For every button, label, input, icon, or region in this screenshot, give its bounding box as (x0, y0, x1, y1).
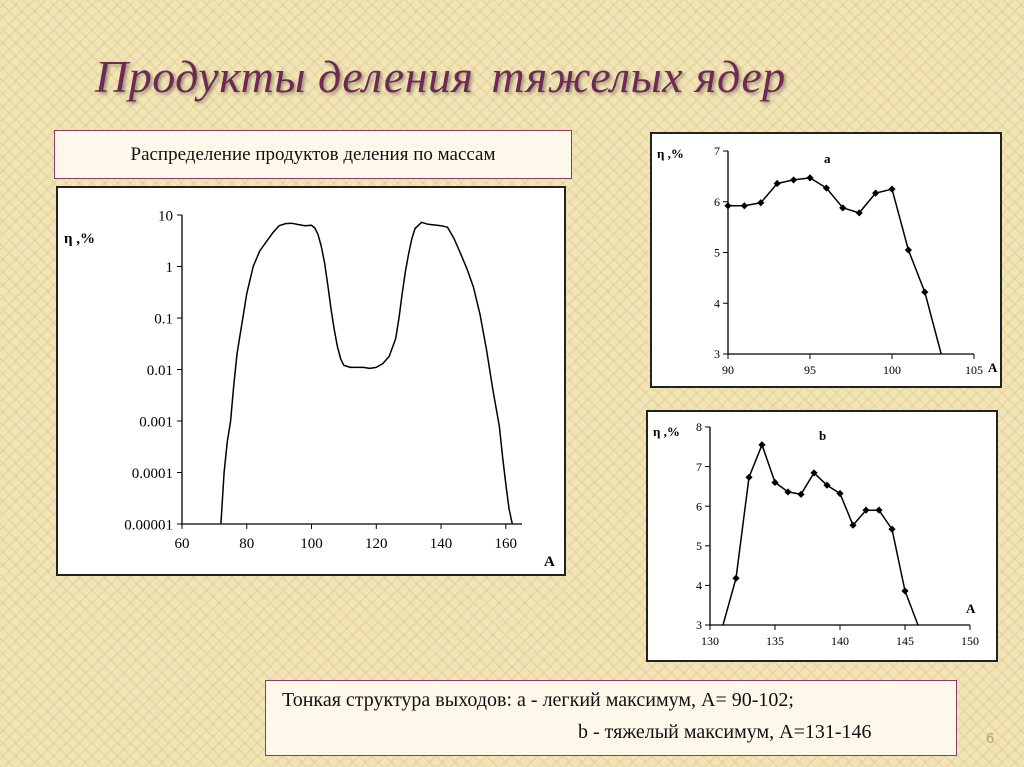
light-peak-svg (652, 134, 1000, 386)
subtitle-text: Распределение продуктов деления по массам (130, 143, 496, 165)
x-axis-label: A (544, 554, 555, 570)
data-point-marker (790, 176, 797, 183)
data-point-marker (724, 202, 731, 209)
x-tick-label: 145 (896, 634, 914, 648)
y-tick-label: 8 (696, 420, 702, 435)
x-tick-label: 60 (174, 536, 190, 552)
x-tick-label: 95 (804, 363, 816, 377)
y-axis-label: η ,% (653, 424, 680, 439)
y-tick-label: 6 (696, 499, 702, 514)
subtitle-box (54, 130, 572, 179)
y-tick-label: 0.1 (154, 311, 173, 328)
note-line-heavy: b - тяжелый максимум, А=131-146 (578, 721, 872, 743)
y-tick-label: 10 (158, 208, 173, 225)
series-line (723, 445, 918, 625)
x-axis-label: A (988, 360, 998, 375)
y-axis-label: η ,% (64, 231, 96, 247)
y-tick-label: 7 (714, 144, 720, 159)
page-number: 6 (986, 730, 995, 747)
y-tick-label: 4 (696, 578, 702, 593)
x-tick-label: 80 (239, 536, 255, 552)
x-tick-label: 140 (831, 634, 849, 648)
data-point-marker (806, 174, 813, 181)
x-tick-label: 90 (722, 363, 734, 377)
y-axis-label: η ,% (657, 146, 684, 161)
x-tick-label: 150 (961, 634, 979, 648)
data-point-marker (758, 441, 765, 448)
y-tick-label: 3 (696, 618, 702, 633)
data-point-marker (888, 185, 895, 192)
series-line (221, 222, 512, 524)
heavy-peak-svg (648, 412, 996, 660)
slide-title-part1: Продукты деления (95, 51, 474, 102)
x-tick-label: 160 (494, 536, 518, 552)
panel-annotation: b (819, 428, 827, 443)
light-peak-chart (650, 132, 1002, 388)
heavy-peak-chart (646, 410, 998, 662)
x-axis-label: A (966, 601, 976, 616)
y-tick-label: 5 (714, 245, 720, 260)
y-tick-label: 0.001 (139, 414, 173, 431)
data-point-marker (745, 474, 752, 481)
x-tick-label: 130 (701, 634, 719, 648)
data-point-marker (905, 246, 912, 253)
y-tick-label: 7 (696, 459, 702, 474)
y-tick-label: 0.00001 (124, 517, 173, 534)
x-tick-label: 105 (965, 363, 983, 377)
data-point-marker (741, 202, 748, 209)
y-tick-label: 0.0001 (131, 465, 173, 482)
data-point-marker (797, 491, 804, 498)
slide-title-part2: тяжелых ядер (491, 51, 786, 102)
y-tick-label: 4 (714, 296, 720, 311)
x-tick-label: 135 (766, 634, 784, 648)
y-tick-label: 5 (696, 539, 702, 553)
y-tick-label: 1 (165, 259, 173, 276)
mass-distribution-svg (58, 188, 564, 574)
x-tick-label: 100 (883, 363, 901, 377)
data-point-marker (921, 288, 928, 295)
slide-title (95, 50, 786, 103)
x-tick-label: 140 (429, 536, 453, 552)
data-point-marker (901, 587, 908, 594)
y-tick-label: 3 (714, 347, 720, 362)
y-tick-label: 6 (714, 194, 720, 209)
x-tick-label: 120 (365, 536, 388, 552)
mass-distribution-chart (56, 186, 566, 576)
x-tick-label: 100 (300, 536, 323, 552)
y-tick-label: 0.01 (146, 362, 173, 379)
panel-annotation: a (824, 151, 831, 166)
note-line-light: Тонкая структура выходов: а - легкий максимум, А= 90-102; (282, 689, 794, 711)
fine-structure-note (265, 680, 957, 756)
data-point-marker (732, 575, 739, 582)
